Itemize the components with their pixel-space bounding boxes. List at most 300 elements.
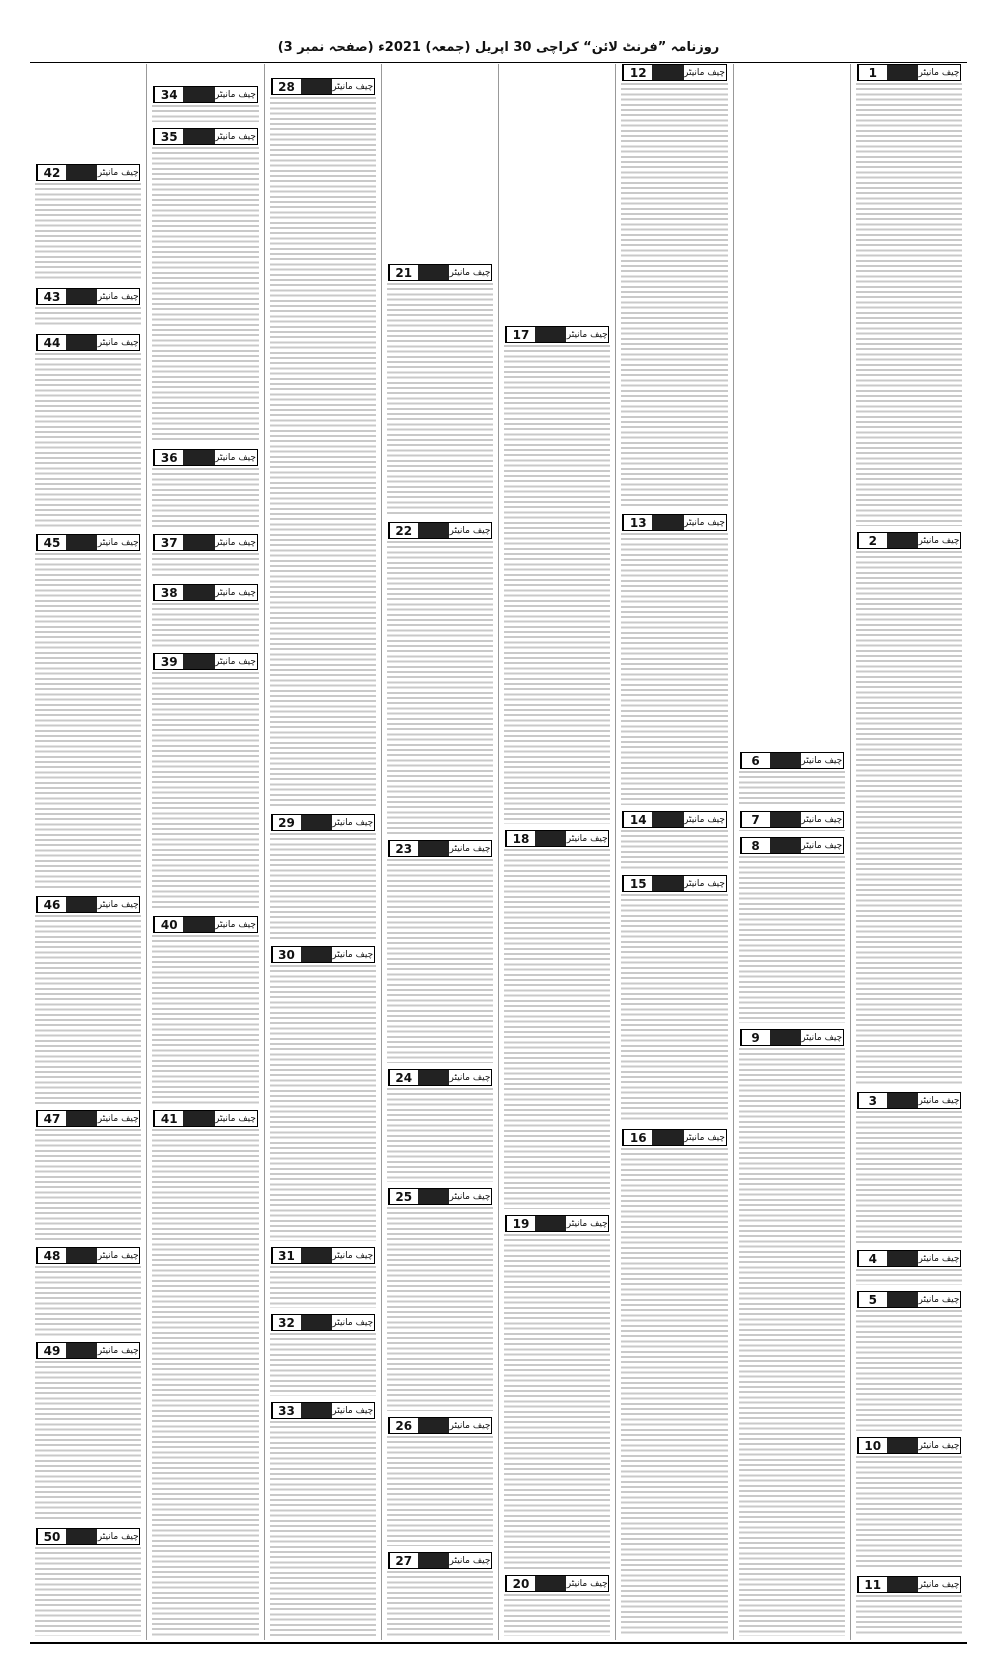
news-item: [32, 1247, 144, 1338]
item-header: [857, 532, 961, 549]
item-label: چیف مانیٹر: [801, 840, 843, 851]
item-body-text: [35, 1361, 141, 1522]
item-body-text: [35, 183, 141, 282]
item-label: چیف مانیٹر: [332, 1317, 374, 1328]
news-item: [853, 1291, 965, 1433]
news-item: [267, 946, 379, 1243]
item-label: چیف مانیٹر: [97, 291, 139, 302]
item-number: 33: [272, 1403, 301, 1418]
item-number: 27: [389, 1553, 418, 1568]
item-body-text: [856, 83, 962, 526]
item-label: چیف مانیٹر: [332, 817, 374, 828]
item-header-bar: [418, 1070, 449, 1085]
item-header: [388, 1069, 492, 1086]
news-item: [32, 1342, 144, 1524]
item-header: [505, 830, 609, 847]
item-header-bar: [183, 129, 214, 144]
item-body-text: [856, 1456, 962, 1570]
item-label: چیف مانیٹر: [449, 1420, 491, 1431]
news-item: [149, 534, 261, 580]
item-number: 6: [741, 753, 770, 768]
item-header-bar: [183, 535, 214, 550]
item-number: 20: [506, 1576, 535, 1591]
item-header-bar: [770, 838, 801, 853]
item-label: چیف مانیٹر: [215, 919, 256, 930]
news-column: [381, 64, 498, 1640]
item-label: چیف مانیٹر: [215, 89, 256, 100]
item-label: چیف مانیٹر: [332, 949, 374, 960]
item-header: [388, 840, 492, 857]
item-header: [153, 534, 257, 551]
item-header: [36, 896, 140, 913]
item-body-text: [387, 541, 493, 834]
item-header-bar: [66, 1343, 97, 1358]
item-header: [857, 1576, 961, 1593]
item-number: 47: [37, 1111, 66, 1126]
news-item: [384, 1417, 496, 1548]
item-body-text: [621, 830, 727, 869]
item-header-bar: [770, 1030, 801, 1045]
item-number: 19: [506, 1216, 535, 1231]
news-item: [267, 1402, 379, 1638]
item-label: چیف مانیٹر: [97, 1113, 139, 1124]
item-body-text: [739, 856, 845, 1023]
news-item: [853, 1576, 965, 1638]
item-body-text: [856, 1310, 962, 1431]
item-header: [622, 1129, 726, 1146]
item-header: [622, 64, 726, 81]
item-number: 7: [741, 812, 770, 827]
item-number: 28: [272, 79, 301, 94]
item-header-bar: [535, 327, 566, 342]
news-item: [384, 1188, 496, 1413]
item-header-bar: [887, 1292, 918, 1307]
item-header-bar: [418, 1189, 449, 1204]
item-label: چیف مانیٹر: [449, 267, 491, 278]
item-body-text: [35, 307, 141, 328]
news-item: [736, 811, 848, 833]
item-header: [36, 1528, 140, 1545]
item-label: چیف مانیٹر: [918, 1253, 960, 1264]
item-header: [36, 164, 140, 181]
news-item: [736, 837, 848, 1025]
item-header: [271, 1402, 375, 1419]
item-number: 13: [623, 515, 652, 530]
item-header-bar: [652, 65, 683, 80]
item-header-bar: [652, 1130, 683, 1145]
item-number: 38: [154, 585, 183, 600]
item-header: [36, 534, 140, 551]
item-label: چیف مانیٹر: [97, 1531, 139, 1542]
item-header-bar: [301, 1248, 332, 1263]
item-number: 36: [154, 450, 183, 465]
item-label: چیف مانیٹر: [215, 587, 256, 598]
item-label: چیف مانیٹر: [918, 535, 960, 546]
item-header-bar: [66, 289, 97, 304]
item-body-text: [504, 1594, 610, 1636]
item-body-text: [270, 1266, 376, 1308]
item-body-text: [387, 1207, 493, 1411]
item-header: [388, 1417, 492, 1434]
item-number: 26: [389, 1418, 418, 1433]
item-number: 3: [858, 1093, 887, 1108]
item-header: [622, 875, 726, 892]
item-label: چیف مانیٹر: [332, 81, 374, 92]
item-header: [36, 1342, 140, 1359]
news-item: [149, 916, 261, 1106]
item-label: چیف مانیٹر: [918, 67, 960, 78]
item-number: 34: [154, 87, 183, 102]
item-body-text: [621, 83, 727, 508]
item-header-bar: [535, 1216, 566, 1231]
item-body-text: [35, 915, 141, 1104]
item-body-text: [152, 468, 258, 528]
news-item: [853, 532, 965, 1088]
item-header: [271, 814, 375, 831]
item-body-text: [152, 603, 258, 647]
item-header-bar: [66, 1529, 97, 1544]
item-header-bar: [301, 815, 332, 830]
item-label: چیف مانیٹر: [684, 67, 725, 78]
item-number: 2: [858, 533, 887, 548]
news-item: [501, 1215, 613, 1571]
news-item: [149, 1110, 261, 1638]
item-number: 44: [37, 335, 66, 350]
news-item: [618, 514, 730, 807]
news-item: [384, 522, 496, 836]
item-header-bar: [66, 897, 97, 912]
item-header-bar: [652, 876, 683, 891]
item-header-bar: [66, 1248, 97, 1263]
news-item: [853, 64, 965, 528]
news-item: [267, 78, 379, 810]
item-header: [622, 811, 726, 828]
item-label: چیف مانیٹر: [684, 878, 725, 889]
item-header: [505, 1575, 609, 1592]
item-header: [36, 334, 140, 351]
news-item: [853, 1250, 965, 1287]
item-body-text: [35, 1547, 141, 1636]
item-body-text: [152, 1129, 258, 1636]
item-label: چیف مانیٹر: [449, 843, 491, 854]
item-body-text: [387, 1088, 493, 1182]
item-header: [622, 514, 726, 531]
item-header: [153, 653, 257, 670]
item-body-text: [739, 1048, 845, 1636]
item-number: 50: [37, 1529, 66, 1544]
item-header-bar: [66, 535, 97, 550]
item-body-text: [504, 1234, 610, 1569]
news-column: [615, 64, 732, 1640]
item-header: [388, 522, 492, 539]
item-label: چیف مانیٹر: [449, 1555, 491, 1566]
item-header-bar: [418, 1418, 449, 1433]
item-number: 37: [154, 535, 183, 550]
news-column: [264, 64, 381, 1640]
news-item: [736, 752, 848, 807]
item-number: 24: [389, 1070, 418, 1085]
item-number: 45: [37, 535, 66, 550]
item-header-bar: [66, 335, 97, 350]
item-label: چیف مانیٹر: [215, 452, 256, 463]
news-item: [853, 1092, 965, 1246]
item-header: [505, 326, 609, 343]
item-header: [388, 1188, 492, 1205]
news-item: [618, 811, 730, 871]
item-header: [388, 1552, 492, 1569]
item-label: چیف مانیٹر: [566, 833, 608, 844]
item-header-bar: [418, 523, 449, 538]
news-item: [501, 830, 613, 1211]
item-header: [505, 1215, 609, 1232]
news-item: [384, 1069, 496, 1184]
item-number: 4: [858, 1251, 887, 1266]
item-header: [271, 1314, 375, 1331]
item-header-bar: [183, 1111, 214, 1126]
item-header-bar: [183, 585, 214, 600]
item-body-text: [270, 1333, 376, 1396]
item-body-text: [35, 353, 141, 528]
item-number: 30: [272, 947, 301, 962]
item-body-text: [152, 147, 258, 443]
item-header-bar: [183, 917, 214, 932]
item-label: چیف مانیٹر: [684, 814, 725, 825]
item-header: [740, 811, 844, 828]
news-item: [736, 1029, 848, 1638]
item-number: 41: [154, 1111, 183, 1126]
news-item: [149, 128, 261, 445]
news-item: [149, 584, 261, 649]
item-number: 18: [506, 831, 535, 846]
item-label: چیف مانیٹر: [918, 1095, 960, 1106]
item-body-text: [856, 1111, 962, 1244]
item-body-text: [387, 859, 493, 1063]
item-body-text: [621, 1148, 727, 1636]
item-header-bar: [770, 812, 801, 827]
news-item: [267, 814, 379, 942]
item-number: 32: [272, 1315, 301, 1330]
item-number: 8: [741, 838, 770, 853]
news-item: [618, 875, 730, 1125]
item-body-text: [739, 771, 845, 805]
footer-rule: [30, 1642, 967, 1644]
item-label: چیف مانیٹر: [332, 1405, 374, 1416]
item-label: چیف مانیٹر: [566, 329, 608, 340]
item-label: چیف مانیٹر: [566, 1578, 608, 1589]
news-column: [146, 64, 263, 1640]
news-item: [149, 86, 261, 124]
item-header-bar: [183, 450, 214, 465]
item-body-text: [856, 1269, 962, 1285]
item-label: چیف مانیٹر: [684, 1132, 725, 1143]
item-body-text: [739, 830, 845, 831]
item-number: 40: [154, 917, 183, 932]
item-header: [271, 1247, 375, 1264]
item-header-bar: [652, 515, 683, 530]
item-body-text: [621, 894, 727, 1123]
item-header-bar: [887, 1251, 918, 1266]
item-body-text: [35, 1266, 141, 1336]
item-number: 25: [389, 1189, 418, 1204]
item-header: [857, 1437, 961, 1454]
item-number: 31: [272, 1248, 301, 1263]
item-label: چیف مانیٹر: [566, 1218, 608, 1229]
item-header-bar: [418, 265, 449, 280]
news-item: [501, 1575, 613, 1638]
item-body-text: [621, 533, 727, 805]
item-body-text: [504, 345, 610, 824]
item-body-text: [152, 935, 258, 1104]
item-body-text: [856, 1595, 962, 1636]
item-label: چیف مانیٹر: [801, 1032, 843, 1043]
item-label: چیف مانیٹر: [97, 1250, 139, 1261]
item-header: [857, 1291, 961, 1308]
item-number: 23: [389, 841, 418, 856]
news-item: [267, 1247, 379, 1310]
item-number: 21: [389, 265, 418, 280]
item-body-text: [270, 97, 376, 808]
item-header-bar: [66, 165, 97, 180]
item-number: 49: [37, 1343, 66, 1358]
item-header-bar: [301, 79, 332, 94]
item-label: چیف مانیٹر: [801, 755, 843, 766]
item-header: [36, 1110, 140, 1127]
item-header: [153, 449, 257, 466]
item-body-text: [270, 965, 376, 1241]
item-number: 43: [37, 289, 66, 304]
item-body-text: [152, 553, 258, 578]
item-header: [740, 752, 844, 769]
item-header: [857, 64, 961, 81]
item-label: چیف مانیٹر: [215, 656, 256, 667]
item-label: چیف مانیٹر: [97, 337, 139, 348]
item-header-bar: [887, 1438, 918, 1453]
item-label: چیف مانیٹر: [97, 537, 139, 548]
news-column: [498, 64, 615, 1640]
item-header: [153, 1110, 257, 1127]
item-label: چیف مانیٹر: [332, 1250, 374, 1261]
item-header-bar: [183, 654, 214, 669]
item-header: [857, 1250, 961, 1267]
item-number: 39: [154, 654, 183, 669]
masthead: روزنامہ ”فرنٹ لائن“ کراچی 30 اپریل (جمعہ) 2021ء (صفحہ نمبر 3): [30, 40, 967, 63]
item-header: [857, 1092, 961, 1109]
item-label: چیف مانیٹر: [449, 1191, 491, 1202]
item-number: 1: [858, 65, 887, 80]
item-number: 14: [623, 812, 652, 827]
item-number: 11: [858, 1577, 887, 1592]
news-item: [32, 534, 144, 892]
item-header: [271, 78, 375, 95]
item-header-bar: [887, 1577, 918, 1592]
news-column: [733, 64, 850, 1640]
item-header: [740, 837, 844, 854]
item-body-text: [270, 833, 376, 940]
item-number: 17: [506, 327, 535, 342]
item-number: 46: [37, 897, 66, 912]
news-column: [850, 64, 967, 1640]
item-label: چیف مانیٹر: [918, 1294, 960, 1305]
item-header: [740, 1029, 844, 1046]
item-number: 15: [623, 876, 652, 891]
item-header-bar: [535, 1576, 566, 1591]
item-number: 12: [623, 65, 652, 80]
news-item: [32, 334, 144, 530]
news-column: [30, 64, 146, 1640]
item-header-bar: [301, 1403, 332, 1418]
item-header: [153, 584, 257, 601]
item-header-bar: [887, 65, 918, 80]
item-number: 42: [37, 165, 66, 180]
item-body-text: [387, 1571, 493, 1636]
item-body-text: [856, 551, 962, 1086]
item-header-bar: [183, 87, 214, 102]
item-body-text: [387, 1436, 493, 1546]
item-header: [153, 916, 257, 933]
item-body-text: [387, 283, 493, 516]
item-label: چیف مانیٹر: [449, 525, 491, 536]
item-header: [36, 1247, 140, 1264]
item-header-bar: [652, 812, 683, 827]
item-label: چیف مانیٹر: [215, 1113, 256, 1124]
column-grid: [30, 64, 967, 1640]
news-item: [384, 264, 496, 518]
item-header-bar: [887, 1093, 918, 1108]
item-number: 29: [272, 815, 301, 830]
news-item: [32, 288, 144, 330]
item-body-text: [152, 672, 258, 910]
news-item: [32, 164, 144, 284]
item-header: [153, 86, 257, 103]
item-header-bar: [770, 753, 801, 768]
item-body-text: [270, 1421, 376, 1636]
item-header: [153, 128, 257, 145]
item-number: 35: [154, 129, 183, 144]
news-item: [853, 1437, 965, 1572]
item-number: 48: [37, 1248, 66, 1263]
item-body-text: [152, 105, 258, 122]
item-header-bar: [301, 947, 332, 962]
news-item: [32, 896, 144, 1106]
news-item: [149, 653, 261, 912]
item-number: 22: [389, 523, 418, 538]
item-label: چیف مانیٹر: [97, 167, 139, 178]
news-item: [32, 1110, 144, 1243]
item-header-bar: [66, 1111, 97, 1126]
news-item: [149, 449, 261, 530]
item-header: [271, 946, 375, 963]
item-number: 9: [741, 1030, 770, 1045]
item-header-bar: [887, 533, 918, 548]
item-body-text: [504, 849, 610, 1209]
item-label: چیف مانیٹر: [97, 1345, 139, 1356]
item-label: چیف مانیٹر: [918, 1579, 960, 1590]
item-header-bar: [535, 831, 566, 846]
item-label: چیف مانیٹر: [918, 1440, 960, 1451]
news-item: [384, 1552, 496, 1638]
item-label: چیف مانیٹر: [449, 1072, 491, 1083]
item-number: 16: [623, 1130, 652, 1145]
news-item: [618, 64, 730, 510]
item-label: چیف مانیٹر: [215, 131, 256, 142]
news-item: [501, 326, 613, 826]
item-number: 5: [858, 1292, 887, 1307]
item-label: چیف مانیٹر: [97, 899, 139, 910]
item-number: 10: [858, 1438, 887, 1453]
item-header: [36, 288, 140, 305]
news-item: [267, 1314, 379, 1398]
item-label: چیف مانیٹر: [215, 537, 256, 548]
